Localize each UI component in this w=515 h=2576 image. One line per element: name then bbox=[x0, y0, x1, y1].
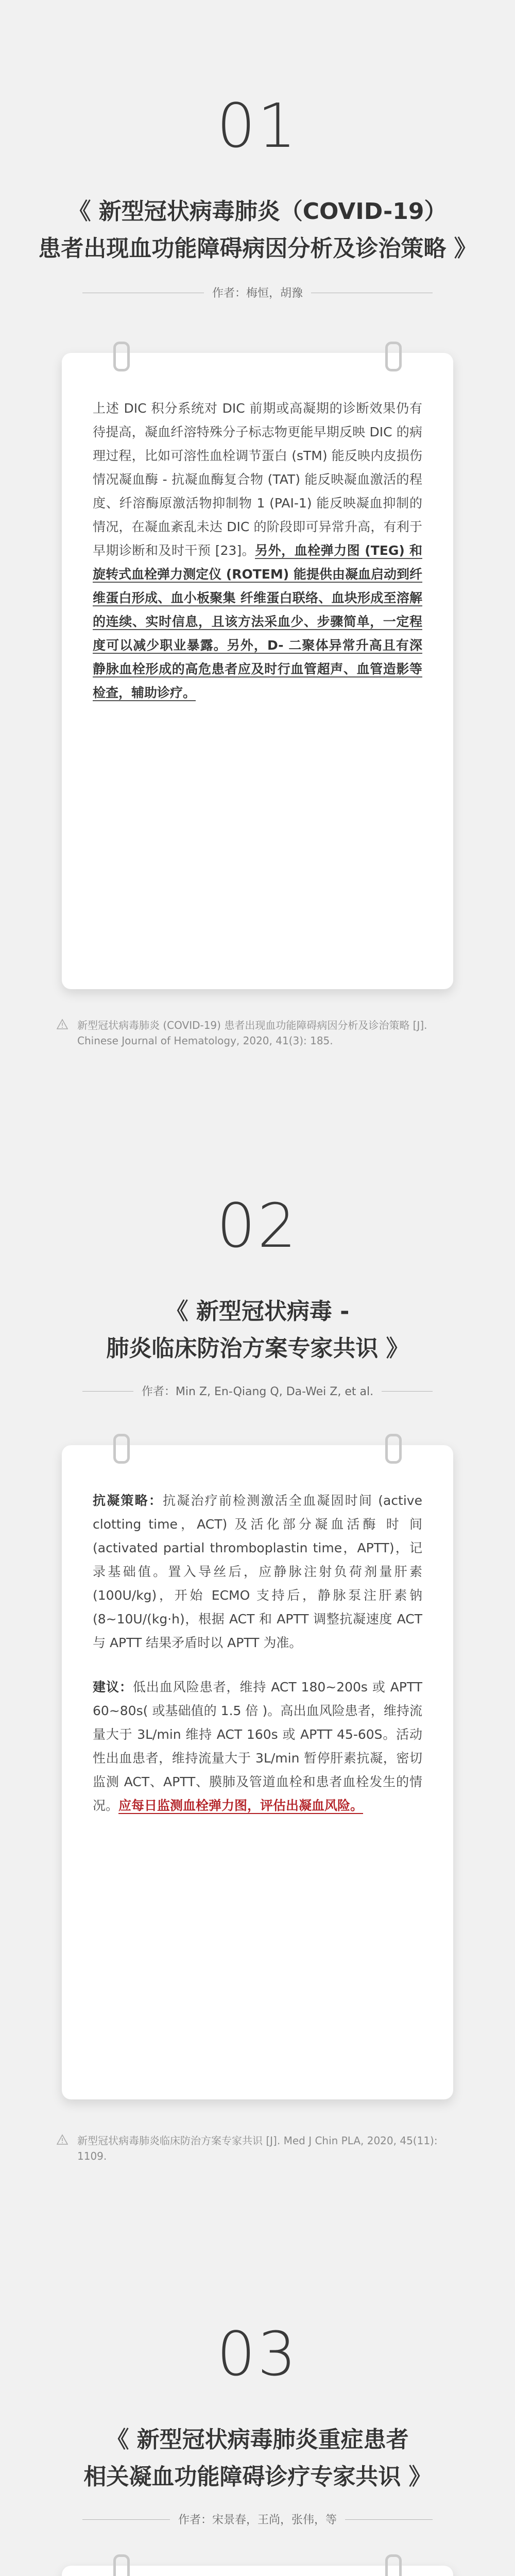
reference bbox=[77, 1018, 438, 1048]
warning-triangle-icon bbox=[57, 1019, 68, 1030]
excerpt-card bbox=[62, 2566, 453, 2576]
excerpt-card bbox=[62, 353, 453, 989]
authors: 作者：宋景春，王尚，张伟，等 bbox=[170, 2514, 345, 2527]
section-number: 01 bbox=[216, 90, 299, 161]
reference-text: 新型冠状病毒肺炎临床防治方案专家共识 [J]. Med J Chin PLA, 2020, 45(11): 1109. bbox=[77, 2134, 438, 2162]
excerpt-text: 抗凝治疗前检测激活全血凝固时间 (active clotting time，ACT) 及活化部分凝血活酶 时 间 (activated partial thromboplastin time，APTT)，记录基础值。置入导丝后，应静脉注射负荷剂量肝素 (100U/kg)，开始 ECMO 支持后，静脉泵注肝素钠 (8~10U/(kg·h)，根据 ACT 和 APTT 调整抗凝速度 ACT 与 APTT 结果矛盾时以 APTT 为准。 bbox=[93, 1493, 422, 1650]
author-row bbox=[82, 1381, 433, 1401]
author-row bbox=[82, 282, 433, 303]
section-title-line2: 肺炎临床防治方案专家共识 》 bbox=[106, 1335, 409, 1362]
authors: 作者：Min Z, En-Qiang Q, Da-Wei Z, et al. bbox=[133, 1385, 382, 1398]
excerpt-body bbox=[93, 397, 422, 711]
authors: 作者：梅恒，胡豫 bbox=[204, 287, 311, 300]
excerpt-body bbox=[93, 1489, 422, 1824]
section-title-line1: 《 新型冠状病毒 - bbox=[165, 1298, 350, 1325]
excerpt-card bbox=[62, 1445, 453, 2099]
section-title-line2: 患者出现血功能障碍病因分析及诊治策略 》 bbox=[38, 235, 477, 262]
paragraph-label: 抗凝策略： bbox=[93, 1493, 163, 1508]
section-title bbox=[21, 1293, 494, 1367]
card-clip-icon bbox=[113, 1434, 130, 1464]
section-number: 03 bbox=[216, 2318, 299, 2389]
section-03 bbox=[0, 2313, 515, 2576]
reference-text: 新型冠状病毒肺炎 (COVID-19) 患者出现血功能障碍病因分析及诊治策略 [J]. Chinese Journal of Hematology, 2020, 41(3): 185. bbox=[77, 1019, 427, 1047]
excerpt-text: 上述 DIC 积分系统对 DIC 前期或高凝期的诊断效果仍有待提高，凝血纤溶特殊分子标志物更能早期反映 DIC 的病理过程，比如可溶性血栓调节蛋白 (sTM) 能反映内皮损伤情况凝血酶 - 抗凝血酶复合物 (TAT) 能反映凝血激活的程度、纤溶酶原激活物抑制物 1 (PAI-1) 能反映凝血抑制的情况，在凝血紊乱未达 DIC 的阶段即可异常升高，有利于早期诊断和及时干预 [23]。 bbox=[93, 401, 422, 558]
warning-triangle-icon bbox=[57, 2134, 68, 2145]
card-clip-icon bbox=[385, 2554, 402, 2576]
section-title bbox=[21, 193, 494, 267]
section-01 bbox=[0, 0, 515, 1164]
paragraph-label: 建议： bbox=[93, 1680, 133, 1694]
excerpt-highlight-red: 应每日监测血栓弹力图，评估出凝血风险。 bbox=[118, 1798, 364, 1813]
section-02 bbox=[0, 1164, 515, 2313]
excerpt-text: 低出血风险患者，维持 ACT 180~200s 或 APTT 60~80s( 或基础值的 1.5 倍 )。高出血风险患者，维持流量大于 3L/min 维持 ACT 160s 或 APTT 45-60S。活动性出血患者，维持流量大于 3L/min 暂停肝素抗凝，密切监测 ACT、APTT、膜肺及管道血栓和患者血栓发生的情况。 bbox=[93, 1680, 422, 1813]
section-title-line1: 《 新型冠状病毒肺炎（COVID-19） bbox=[68, 198, 447, 225]
card-clip-icon bbox=[113, 2554, 130, 2576]
section-number: 02 bbox=[216, 1190, 299, 1261]
section-title-line2: 相关凝血功能障碍诊疗专家共识 》 bbox=[83, 2464, 432, 2490]
author-row bbox=[82, 2509, 433, 2530]
card-clip-icon bbox=[385, 1434, 402, 1464]
card-clip-icon bbox=[385, 342, 402, 371]
reference bbox=[77, 2133, 438, 2164]
section-title bbox=[21, 2421, 494, 2496]
excerpt-highlight: 另外，血栓弹力图 (TEG) 和旋转式血栓弹力测定仪 (ROTEM) 能提供由凝血启动到纤维蛋白形成、血小板聚集 纤维蛋白联络、血块形成至溶解的连续、实时信息，且该方法采血少、步骤简单，一定程度可以减少职业暴露。另外，D- 二聚体异常升高且有深静脉血栓形成的高危患者应及时行血管超声、血管造影等检查，辅助诊疗。 bbox=[93, 543, 422, 700]
section-title-line1: 《 新型冠状病毒肺炎重症患者 bbox=[106, 2427, 409, 2453]
card-clip-icon bbox=[113, 342, 130, 371]
